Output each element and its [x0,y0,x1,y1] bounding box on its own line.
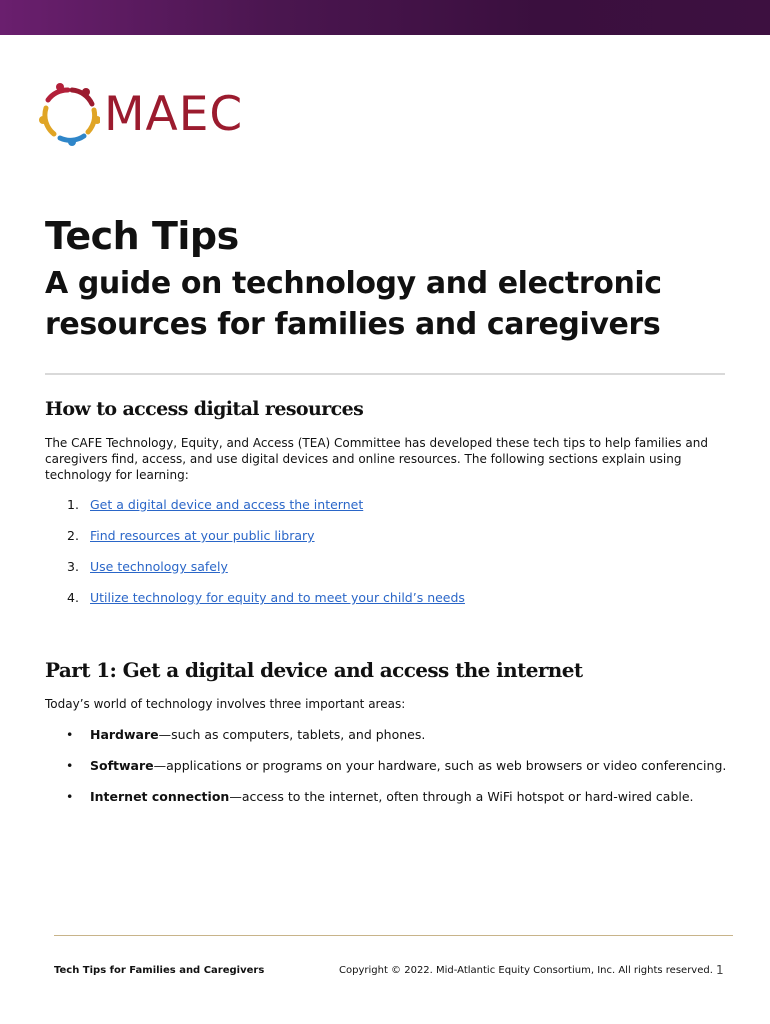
divider [45,373,725,375]
bullet-description: —applications or programs on your hardware, such as web browsers or video conferencing. [153,758,727,773]
list-number: 1. [67,497,79,512]
link-use-safely[interactable]: Use technology safely [90,559,228,574]
bullet-icon: • [66,727,74,742]
link-equity[interactable]: Utilize technology for equity and to meet your child’s needs [90,590,465,605]
part1-intro-paragraph: Today’s world of technology involves three important areas: [45,697,406,711]
list-item [67,559,465,590]
bullet-term: Software [90,758,154,773]
page-subtitle: A guide on technology and electronic resources for families and caregivers [45,266,662,342]
section-links-list [67,497,465,621]
link-get-device[interactable]: Get a digital device and access the internet [90,497,364,512]
footer-copyright: Copyright © 2022. Mid-Atlantic Equity Consortium, Inc. All rights reserved. [339,965,713,976]
section-heading-access: How to access digital resources [45,398,364,420]
list-item [66,789,726,820]
page-title: Tech Tips [45,214,239,258]
list-number: 3. [67,559,79,574]
people-circle-logo-icon [38,82,100,146]
bullet-text [90,789,694,820]
bullet-text [90,727,425,758]
list-item [66,758,726,789]
bullet-icon: • [66,789,74,804]
list-item [67,497,465,528]
footer-divider [54,935,733,936]
section-intro-paragraph: The CAFE Technology, Equity, and Access (TEA) Committee has developed these tech tips to help families and caregivers find, access, and use digital devices and online resources. The following sections explain using technology for learning: [45,436,708,482]
list-item [67,528,465,559]
bullet-icon: • [66,758,74,773]
list-item [67,590,465,621]
list-number: 4. [67,590,79,605]
bullet-description: —such as computers, tablets, and phones. [158,727,426,742]
page-number: 1 [716,963,724,977]
areas-bullet-list [66,727,726,820]
maec-logo [38,82,243,146]
bullet-term: Hardware [90,727,159,742]
bullet-text [90,758,726,789]
bullet-term: Internet connection [90,789,230,804]
logo-wordmark: MAEC [104,86,244,142]
bullet-description: —access to the internet, often through a WiFi hotspot or hard-wired cable. [229,789,694,804]
footer-document-title: Tech Tips for Families and Caregivers [54,965,265,976]
list-item [66,727,726,758]
section-heading-part1: Part 1: Get a digital device and access the internet [45,658,583,682]
link-public-library[interactable]: Find resources at your public library [90,528,315,543]
top-banner [0,0,770,35]
list-number: 2. [67,528,79,543]
